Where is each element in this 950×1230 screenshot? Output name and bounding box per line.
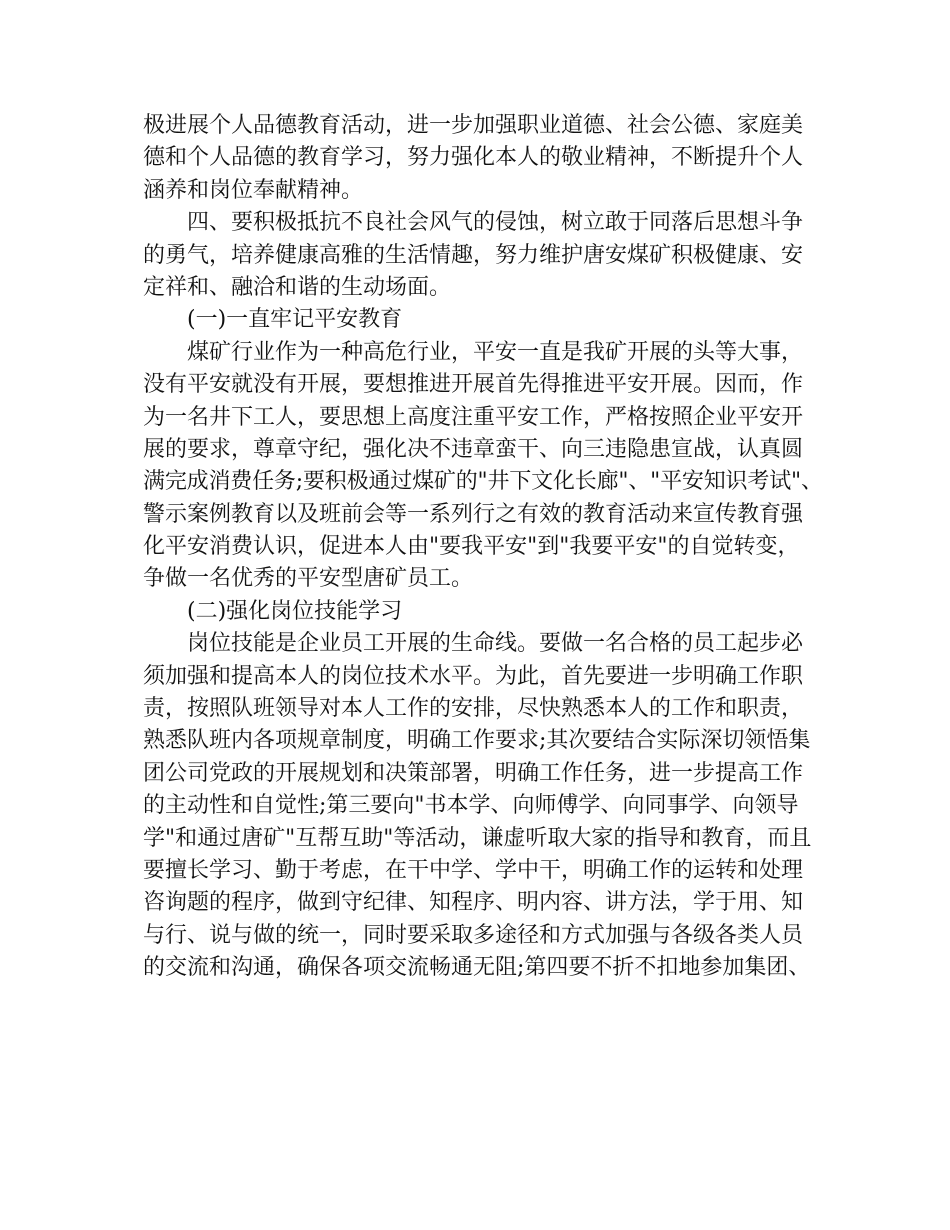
text-line: 定祥和、融洽和谐的生动场面。: [143, 274, 452, 300]
text-line: 责，按照队班领导对本人工作的安排，尽快熟悉本人的工作和职责，: [143, 696, 804, 722]
paragraph-first-line: (二)强化岗位技能学习: [187, 598, 403, 624]
text-line: 化平安消费认识，促进本人由"要我平安"到"我要平安"的自觉转变，: [143, 534, 800, 560]
text-line: 争做一名优秀的平安型唐矿员工。: [143, 566, 474, 592]
text-line: 要擅长学习、勤于考虑，在干中学、学中干，明确工作的运转和处理: [143, 857, 804, 883]
text-line: 咨询题的程序，做到守纪律、知程序、明内容、讲方法，学于用、知: [143, 890, 804, 916]
paragraph-first-line: 煤矿行业作为一种高危行业，平安一直是我矿开展的头等大事，: [187, 339, 804, 365]
text-line: 的主动性和自觉性;第三要向"书本学、向师傅学、向同事学、向领导: [143, 793, 799, 819]
text-line: 与行、说与做的统一，同时要采取多途径和方式加强与各级各类人员: [143, 922, 804, 948]
text-line: 须加强和提高本人的岗位技术水平。为此，首先要进一步明确工作职: [143, 663, 804, 689]
text-line: 熟悉队班内各项规章制度，明确工作要求;其次要结合实际深切领悟集: [143, 728, 811, 754]
text-line: 学"和通过唐矿"互帮互助"等活动，谦虚听取大家的指导和教育，而且: [143, 825, 812, 851]
paragraph-first-line: (一)一直牢记平安教育: [187, 307, 403, 333]
paragraph-first-line: 岗位技能是企业员工开展的生命线。要做一名合格的员工起步必: [187, 631, 804, 657]
text-line: 没有平安就没有开展，要想推进开展首先得推进平安开展。因而，作: [143, 372, 804, 398]
text-line: 满完成消费任务;要积极通过煤矿的"井下文化长廊"、"平安知识考试"、: [143, 469, 823, 495]
text-line: 德和个人品德的教育学习，努力强化本人的敬业精神，不断提升个人: [143, 145, 804, 171]
text-line: 团公司党政的开展规划和决策部署，明确工作任务，进一步提高工作: [143, 760, 804, 786]
text-line: 的交流和沟通，确保各项交流畅通无阻;第四要不折不扣地参加集团、: [143, 955, 811, 981]
text-line: 的勇气，培养健康高雅的生活情趣，努力维护唐安煤矿积极健康、安: [143, 242, 804, 268]
text-line: 涵养和岗位奉献精神。: [143, 177, 364, 203]
text-line: 极进展个人品德教育活动，进一步加强职业道德、社会公德、家庭美: [143, 113, 804, 138]
text-line: 警示案例教育以及班前会等一系列行之有效的教育活动来宣传教育强: [143, 501, 804, 527]
text-line: 为一名井下工人，要思想上高度注重平安工作，严格按照企业平安开: [143, 404, 804, 430]
paragraph-first-line: 四、要积极抵抗不良社会风气的侵蚀，树立敢于同落后思想斗争: [187, 210, 804, 236]
text-line: 展的要求，尊章守纪，强化决不违章蛮干、向三违隐患宣战，认真圆: [143, 436, 804, 462]
document-body: [143, 110, 823, 985]
